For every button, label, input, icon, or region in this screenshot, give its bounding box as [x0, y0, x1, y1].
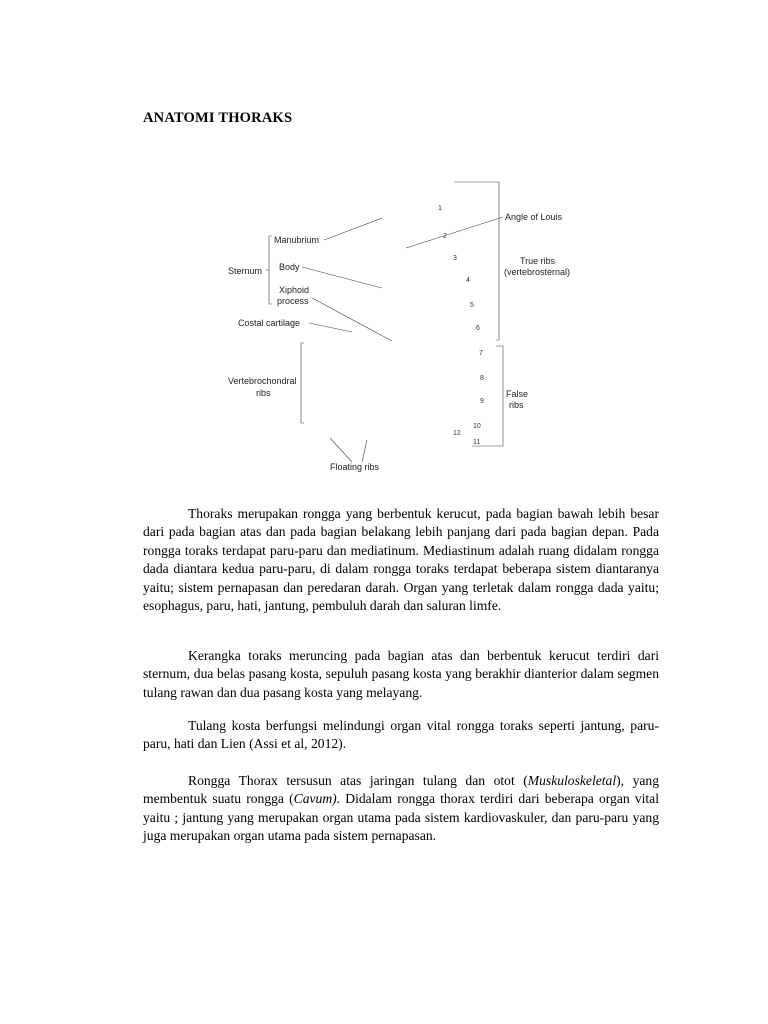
label-floating-ribs: Floating ribs — [330, 462, 380, 472]
paragraph-4-italic-cavum: Cavum). — [293, 791, 341, 807]
document-title: ANATOMI THORAKS — [143, 110, 293, 126]
angle-leader — [406, 217, 503, 248]
rib-cage-figure — [222, 178, 582, 476]
sternum-bracket — [269, 236, 272, 304]
rib-number-12: 12 — [453, 430, 461, 437]
label-vertebrochondral-1: Vertebrochondral — [228, 376, 297, 386]
paragraph-4-part-3: Didalam rongga thorax terdiri dari beberapa organ vital yaitu ; jantung yang merupakan organ utama pada sistem kardiovaskuler, dan paru-paru yang juga merupakan organ utama pada sistem pernapasan. — [143, 791, 659, 844]
rib-cage-diagram — [222, 178, 582, 476]
label-manubrium: Manubrium — [274, 235, 320, 245]
paragraph-3 — [143, 717, 659, 754]
paragraph-1 — [143, 505, 659, 615]
rib-number-2: 2 — [443, 233, 447, 240]
paragraph-3-text: Tulang kosta berfungsi melindungi organ vital rongga toraks seperti jantung, paru-paru, hati dan Lien (Assi et al, 2012). — [143, 718, 659, 752]
label-vertebrochondral-2: ribs — [256, 388, 271, 398]
floating-leader-2 — [362, 440, 367, 462]
paragraph-2-text: Kerangka toraks meruncing pada bagian atas dan berbentuk kerucut terdiri dari sternum, dua belas pasang kosta, sepuluh pasang kosta yang berakhir dianterior dalam segmen tulang rawan dan dua pasang kosta yang melayang. — [143, 648, 659, 700]
label-true-ribs-1: True ribs — [520, 256, 556, 266]
label-costal-cartilage: Costal cartilage — [238, 318, 301, 328]
label-sternum: Sternum — [228, 266, 263, 276]
vertebrochondral-bracket — [301, 343, 304, 423]
xiphoid-leader — [312, 298, 392, 341]
floating-leader-1 — [330, 438, 352, 462]
true-ribs-bracket — [454, 182, 499, 340]
paragraph-4-part-1: Rongga Thorax tersusun atas jaringan tulang dan otot ( — [188, 773, 528, 788]
paragraph-2 — [143, 647, 659, 702]
paragraph-4-italic-muskuloskeletal: Muskuloskeletal — [527, 773, 617, 788]
label-true-ribs-2: (vertebrosternal) — [504, 267, 571, 277]
rib-number-6: 6 — [476, 325, 480, 332]
false-ribs-bracket — [472, 346, 503, 446]
label-false-ribs-2: ribs — [509, 400, 524, 410]
rib-number-3: 3 — [453, 255, 457, 262]
rib-number-10: 10 — [473, 423, 481, 430]
label-xiphoid-2: process — [277, 296, 309, 306]
rib-number-11: 11 — [473, 439, 481, 446]
label-body: Body — [279, 262, 300, 272]
rib-number-7: 7 — [479, 350, 483, 357]
label-false-ribs-1: False — [506, 389, 529, 399]
body-leader — [302, 267, 382, 288]
paragraph-4-text — [143, 772, 659, 846]
rib-number-4: 4 — [466, 277, 470, 284]
label-xiphoid-1: Xiphoid — [279, 285, 310, 295]
paragraph-1-text: Thoraks merupakan rongga yang berbentuk kerucut, pada bagian bawah lebih besar dari pada bagian atas dan pada bagian belakang lebih panjang dari pada bagian depan. Pada rongga toraks terdapat paru-paru dan mediatinum. Mediastinum adalah ruang didalam rongga dada diantara kedua paru-paru, di dalam rongga toraks terdapat beberapa sistem diantaranya yaitu; sistem pernapasan dan peredaran darah. Organ yang terletak dalam rongga dada yaitu; esophagus, paru, hati, jantung, pembuluh darah dan saluran limfe. — [143, 506, 659, 614]
rib-number-5: 5 — [470, 302, 474, 309]
paragraph-4 — [143, 772, 659, 846]
label-angle-of-louis: Angle of Louis — [505, 212, 563, 222]
costal-leader — [309, 323, 352, 332]
rib-number-8: 8 — [480, 375, 484, 382]
manubrium-leader — [324, 218, 382, 240]
rib-number-9: 9 — [480, 398, 484, 405]
paragraph-4-part-2: ), yang membentuk suatu rongga ( — [143, 773, 660, 807]
rib-number-1: 1 — [438, 205, 442, 212]
